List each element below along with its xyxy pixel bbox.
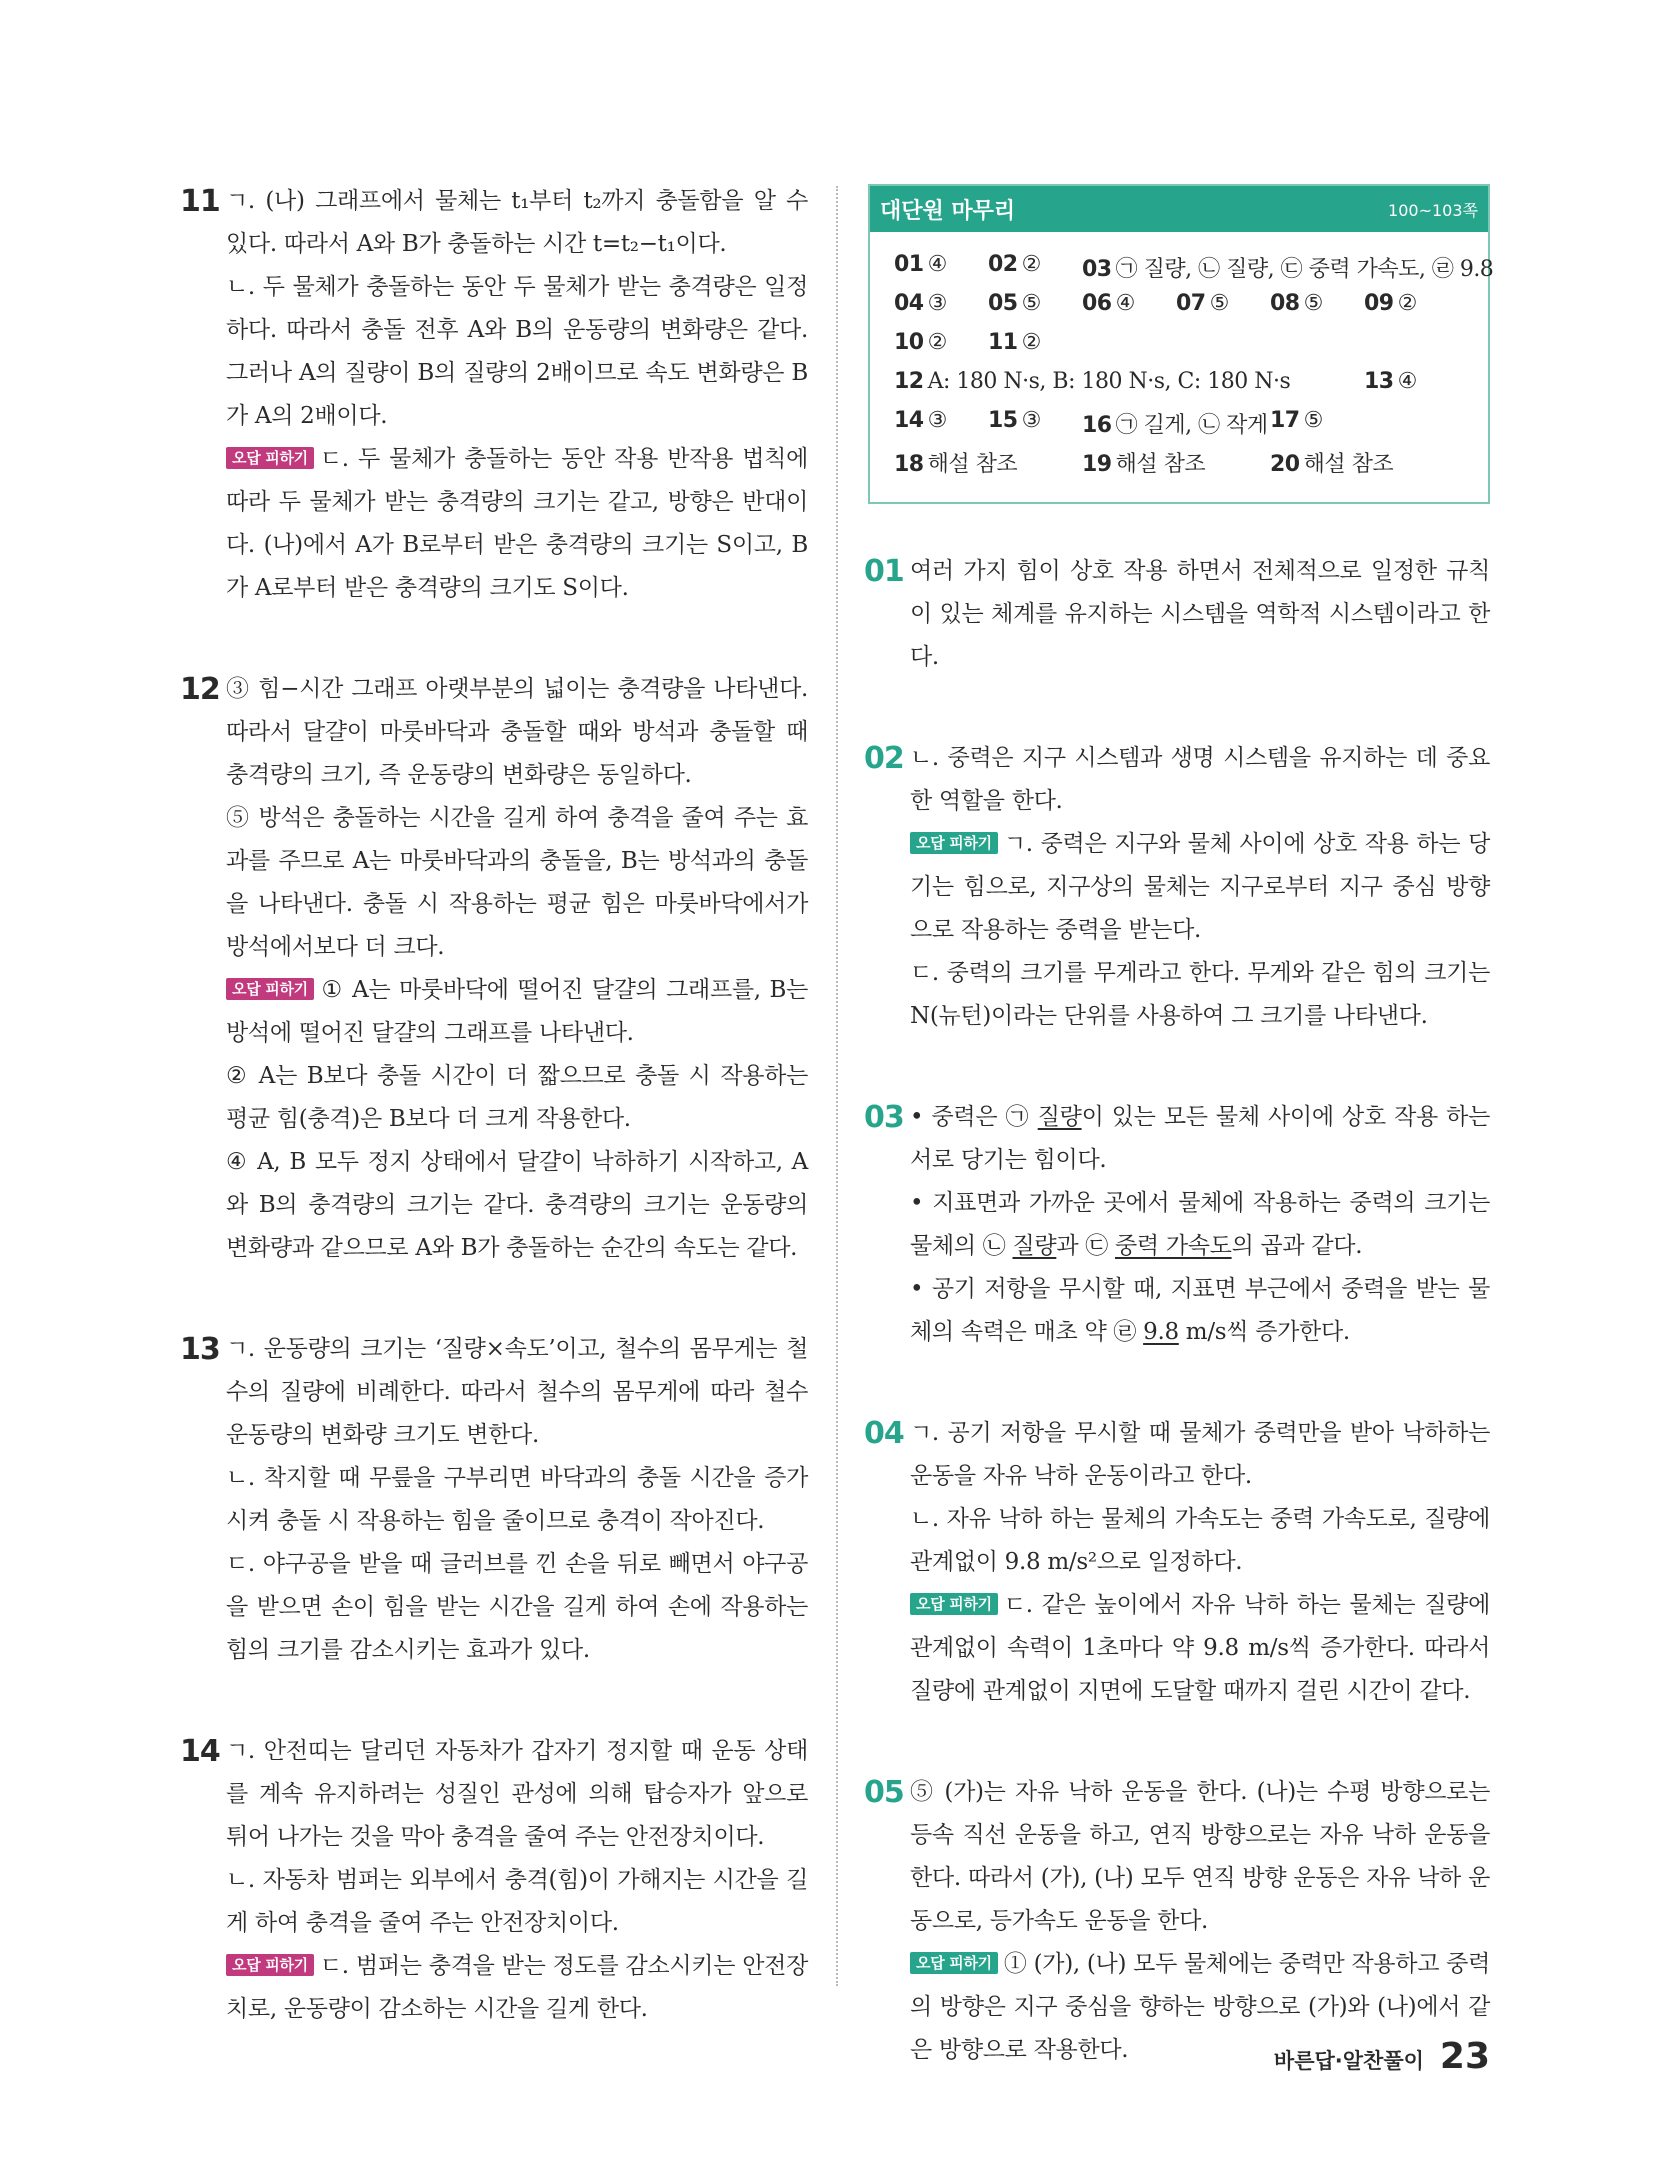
left-column — [180, 180, 808, 2089]
answer-key-value: ㉠ 길게, ㉡ 작게 — [1115, 413, 1268, 438]
answer-key-value: ④ — [927, 252, 947, 277]
answer-key-item — [988, 291, 1041, 316]
question-number: 11 — [180, 184, 220, 219]
question-number: 13 — [180, 1332, 220, 1367]
answer-key-item — [1082, 408, 1268, 439]
answer-key-value: ② — [1397, 291, 1417, 316]
answer-key-number: 03 — [1082, 257, 1112, 282]
answer-key-value: ⑤ — [1209, 291, 1229, 316]
unit-summary-box — [868, 184, 1494, 504]
answer-key-value: 해설 참조 — [1115, 452, 1206, 477]
answer-key-item — [894, 408, 947, 433]
answer-text: ㄱ. 운동량의 크기는 ‘질량×속도’이고, 철수의 몸무게는 철수의 질량에 비례한다. 따라서 철수의 몸무게에 따라 철수 운동량의 변화량 크기도 변한다. — [226, 1336, 808, 1448]
answer-key-value: ⑤ — [1021, 291, 1041, 316]
wrong-answer-tag: 오답 피하기 — [226, 447, 314, 469]
answer-key-number: 08 — [1270, 291, 1300, 316]
answer-key-item — [894, 330, 947, 355]
answer-key-value: ④ — [1397, 369, 1417, 394]
answer-key-number: 06 — [1082, 291, 1112, 316]
answer-key-number: 05 — [988, 291, 1018, 316]
answer-key-value: ⑤ — [1303, 291, 1323, 316]
answer-key-row — [894, 441, 1464, 480]
answer-text: ㄴ. 중력은 지구 시스템과 생명 시스템을 유지하는 데 중요한 역할을 한다. — [910, 745, 1490, 814]
page-number: 23 — [1439, 2036, 1490, 2077]
unit-summary-header — [870, 186, 1488, 232]
answer-key-row — [894, 246, 1494, 285]
answer-key-value: ③ — [927, 408, 947, 433]
answer-key-number: 15 — [988, 408, 1018, 433]
answer-text: ② A는 B보다 충돌 시간이 더 짧으므로 충돌 시 작용하는 평균 힘(충격)은 B보다 더 크게 작용한다. — [226, 1063, 808, 1132]
answer-key-value: ③ — [1021, 408, 1041, 433]
right-column — [864, 184, 1494, 2130]
answer-key-value: ⑤ — [1303, 408, 1323, 433]
question-01 — [864, 550, 1490, 679]
answer-key-number: 13 — [1364, 369, 1394, 394]
answer-key-item — [894, 447, 1017, 478]
question-05 — [864, 1771, 1490, 2072]
answer-key-item — [1364, 369, 1417, 394]
question-number: 14 — [180, 1734, 220, 1769]
answer-key-number: 17 — [1270, 408, 1300, 433]
answer-key-row — [894, 324, 1464, 363]
question-04 — [864, 1412, 1490, 1713]
page-footer — [1274, 2036, 1490, 2077]
answer-key-value: 해설 참조 — [927, 452, 1018, 477]
question-number: 03 — [864, 1100, 904, 1135]
question-number: 01 — [864, 554, 904, 589]
answer-text: ㄴ. 자동차 범퍼는 외부에서 충격(힘)이 가해지는 시간을 길게 하여 충격을 줄여 주는 안전장치이다. — [226, 1867, 808, 1936]
question-12 — [180, 668, 808, 1270]
answer-key-item — [988, 330, 1041, 355]
answer-text: ⑤ (가)는 자유 낙하 운동을 한다. (나)는 수평 방향으로는 등속 직선 운동을 하고, 연직 방향으로는 자유 낙하 운동을 한다. 따라서 (가), (나) 모두 연직 방향 운동은 자유 낙하 운동으로, 등가속도 운동을 한다. — [910, 1779, 1490, 1934]
question-02 — [864, 737, 1490, 1038]
answer-key-number: 09 — [1364, 291, 1394, 316]
answer-key-value: 해설 참조 — [1303, 452, 1394, 477]
question-03 — [864, 1096, 1490, 1354]
answer-text: ④ A, B 모두 정지 상태에서 달걀이 낙하하기 시작하고, A와 B의 충격량의 크기는 같다. 충격량의 크기는 운동량의 변화량과 같으므로 A와 B가 충돌하는 순간의 속도는 같다. — [226, 1149, 808, 1261]
question-number: 02 — [864, 741, 904, 776]
answer-key-value: ㉠ 질량, ㉡ 질량, ㉢ 중력 가속도, ㉣ 9.8 — [1115, 257, 1494, 282]
answer-key-number: 12 — [894, 369, 924, 394]
answer-key-item — [1176, 291, 1229, 316]
answer-text: 여러 가지 힘이 상호 작용 하면서 전체적으로 일정한 규칙이 있는 체계를 유지하는 시스템을 역학적 시스템이라고 한다. — [910, 558, 1490, 670]
answer-key-row — [894, 402, 1464, 441]
answer-key-item — [894, 291, 947, 316]
answer-key-item — [988, 408, 1041, 433]
footer-label: 바른답·알찬풀이 — [1273, 2049, 1424, 2073]
answer-key-value: ④ — [1115, 291, 1135, 316]
answer-key-number: 04 — [894, 291, 924, 316]
answer-text: ㄴ. 두 물체가 충돌하는 동안 두 물체가 받는 충격량은 일정하다. 따라서 충돌 전후 A와 B의 운동량의 변화량은 같다. 그러나 A의 질량이 B의 질량의 2배이므로 속도 변화량은 B가 A의 2배이다. — [226, 274, 808, 429]
answer-text: ㄴ. 자유 낙하 하는 물체의 가속도는 중력 가속도로, 질량에 관계없이 9.8 m/s²으로 일정하다. — [910, 1506, 1490, 1575]
wrong-answer-tag: 오답 피하기 — [226, 1954, 314, 1976]
question-11 — [180, 180, 808, 610]
answer-key-number: 07 — [1176, 291, 1206, 316]
answer-key-row — [894, 363, 1464, 402]
answer-key-item — [1270, 447, 1393, 478]
answer-text: ㄷ. 야구공을 받을 때 글러브를 낀 손을 뒤로 빼면서 야구공을 받으면 손이 힘을 받는 시간을 길게 하여 손에 작용하는 힘의 크기를 감소시키는 효과가 있다. — [226, 1551, 808, 1663]
question-13 — [180, 1328, 808, 1672]
answer-key-value: ② — [1021, 330, 1041, 355]
answer-key-number: 01 — [894, 252, 924, 277]
answer-key-value: ③ — [927, 291, 947, 316]
answer-text: ⑤ 방석은 충돌하는 시간을 길게 하여 충격을 줄여 주는 효과를 주므로 A는 마룻바닥과의 충돌을, B는 방석과의 충돌을 나타낸다. 충돌 시 작용하는 평균 힘은 마룻바닥에서가 방석에서보다 더 크다. — [226, 805, 808, 960]
answer-text: ㄱ. 안전띠는 달리던 자동차가 갑자기 정지할 때 운동 상태를 계속 유지하려는 성질인 관성에 의해 탑승자가 앞으로 튀어 나가는 것을 막아 충격을 줄여 주는 안전장치이다. — [226, 1738, 808, 1850]
answer-text: • 공기 저항을 무시할 때, 지표면 부근에서 중력을 받는 물체의 속력은 매초 약 ㉣ 9.8 m/s씩 증가한다. — [910, 1276, 1490, 1345]
answer-key-item — [1082, 252, 1493, 283]
question-number: 04 — [864, 1416, 904, 1451]
column-divider — [836, 186, 838, 1986]
answer-text: 오답 피하기 ① A는 마룻바닥에 떨어진 달걀의 그래프를, B는 방석에 떨어진 달걀의 그래프를 나타낸다. — [226, 977, 808, 1046]
unit-summary-pages: 100~103쪽 — [1388, 200, 1478, 220]
answer-key-value: A: 180 N·s, B: 180 N·s, C: 180 N·s — [927, 369, 1291, 394]
answer-text: • 중력은 ㉠ 질량이 있는 모든 물체 사이에 상호 작용 하는 서로 당기는 힘이다. — [910, 1104, 1490, 1173]
wrong-answer-tag: 오답 피하기 — [910, 832, 998, 854]
wrong-answer-tag: 오답 피하기 — [226, 978, 314, 1000]
answer-key-value: ② — [927, 330, 947, 355]
answer-key-number: 10 — [894, 330, 924, 355]
answer-key-number: 20 — [1270, 452, 1300, 477]
unit-summary-title: 대단원 마무리 — [880, 198, 1016, 224]
answer-text: ③ 힘−시간 그래프 아랫부분의 넓이는 충격량을 나타낸다. 따라서 달걀이 마룻바닥과 충돌할 때와 방석과 충돌할 때 충격량의 크기, 즉 운동량의 변화량은 동일하다. — [226, 676, 808, 788]
question-number: 05 — [864, 1775, 904, 1810]
answer-key-number: 16 — [1082, 413, 1112, 438]
answer-key-item — [988, 252, 1041, 277]
answer-text: 오답 피하기 ㄱ. 중력은 지구와 물체 사이에 상호 작용 하는 당기는 힘으로, 지구상의 물체는 지구로부터 지구 중심 방향으로 작용하는 중력을 받는다. — [910, 831, 1490, 943]
answer-key-item — [1270, 291, 1323, 316]
wrong-answer-tag: 오답 피하기 — [910, 1952, 998, 1974]
answer-key-number: 18 — [894, 452, 924, 477]
question-number: 12 — [180, 672, 220, 707]
answer-key-item — [1364, 291, 1417, 316]
answer-key-number: 02 — [988, 252, 1018, 277]
answer-key-item — [1082, 291, 1135, 316]
answer-key-number: 14 — [894, 408, 924, 433]
question-14 — [180, 1730, 808, 2031]
answer-text: ㄴ. 착지할 때 무릎을 구부리면 바닥과의 충돌 시간을 증가시켜 충돌 시 작용하는 힘을 줄이므로 충격이 작아진다. — [226, 1465, 808, 1534]
answer-key-value: ② — [1021, 252, 1041, 277]
answer-text: 오답 피하기 ㄷ. 범퍼는 충격을 받는 정도를 감소시키는 안전장치로, 운동량이 감소하는 시간을 길게 한다. — [226, 1953, 808, 2022]
answer-key-row — [894, 285, 1464, 324]
answer-key — [870, 232, 1494, 502]
wrong-answer-tag: 오답 피하기 — [910, 1593, 998, 1615]
answer-key-item — [894, 369, 1290, 394]
answer-text: 오답 피하기 ㄷ. 두 물체가 충돌하는 동안 작용 반작용 법칙에 따라 두 물체가 받는 충격량의 크기는 같고, 방향은 반대이다. (나)에서 A가 B로부터 받은 충격량의 크기는 S이고, B가 A로부터 받은 충격량의 크기도 S이다. — [226, 446, 808, 601]
answer-key-number: 11 — [988, 330, 1018, 355]
answer-key-item — [894, 252, 947, 277]
answer-text: ㄷ. 중력의 크기를 무게라고 한다. 무게와 같은 힘의 크기는 N(뉴턴)이라는 단위를 사용하여 그 크기를 나타낸다. — [910, 960, 1490, 1029]
answer-text: ㄱ. (나) 그래프에서 물체는 t₁부터 t₂까지 충돌함을 알 수 있다. 따라서 A와 B가 충돌하는 시간 t=t₂−t₁이다. — [226, 188, 808, 257]
answer-text: • 지표면과 가까운 곳에서 물체에 작용하는 중력의 크기는 물체의 ㉡ 질량과 ㉢ 중력 가속도의 곱과 같다. — [910, 1190, 1490, 1259]
answer-key-item — [1082, 447, 1205, 478]
answer-key-item — [1270, 408, 1323, 433]
answer-text: ㄱ. 공기 저항을 무시할 때 물체가 중력만을 받아 낙하하는 운동을 자유 낙하 운동이라고 한다. — [910, 1420, 1490, 1489]
answer-key-number: 19 — [1082, 452, 1112, 477]
answer-text: 오답 피하기 ㄷ. 같은 높이에서 자유 낙하 하는 물체는 질량에 관계없이 속력이 1초마다 약 9.8 m/s씩 증가한다. 따라서 질량에 관계없이 지면에 도달할 때까지 걸린 시간이 같다. — [910, 1592, 1490, 1704]
answer-text: 오답 피하기 ① (가), (나) 모두 물체에는 중력만 작용하고 중력의 방향은 지구 중심을 향하는 방향으로 (가)와 (나)에서 같은 방향으로 작용한다. — [910, 1951, 1490, 2063]
